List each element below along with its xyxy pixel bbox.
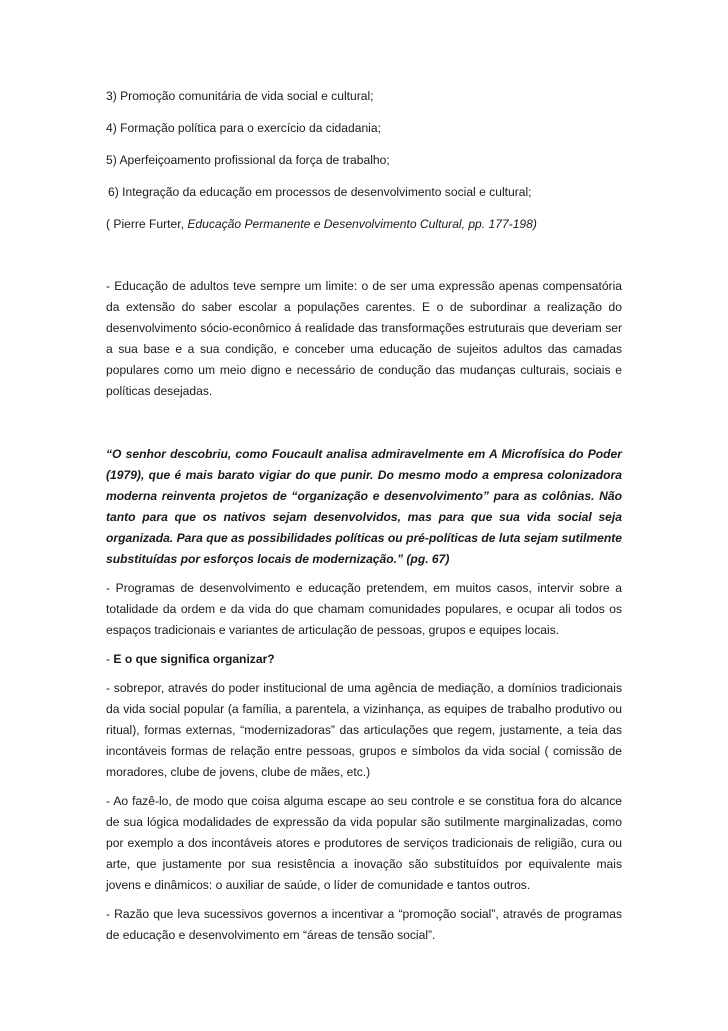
citation-prefix: ( Pierre Furter, xyxy=(106,217,188,231)
objectives-list xyxy=(106,86,622,203)
list-item-3: 3) Promoção comunitária de vida social e cultural; xyxy=(106,89,374,103)
paragraph-social-promotion: - Razão que leva sucessivos governos a incentivar a “promoção social”, através de programas de educação e desenvolvimento em “áreas de tensão social”. xyxy=(106,907,622,942)
list-item-4: 4) Formação política para o exercício da cidadania; xyxy=(106,121,381,135)
question-text: E o que significa organizar? xyxy=(113,652,275,666)
paragraph-adult-education: - Educação de adultos teve sempre um limite: o de ser uma expressão apenas compensatória da extensão do saber escolar a populações carentes. E o de subordinar a realização do desenvolvimento sócio-econômico á realidade das transformações estruturais que deveriam ser a sua base e a sua condição, e conceber uma educação de sujeitos adultos das camadas populares como um meio digno e necessário de condução das mudanças culturais, sociais e políticas desejadas. xyxy=(106,279,622,398)
list-item-5: 5) Aperfeiçoamento profissional da força de trabalho; xyxy=(106,153,390,167)
list-item-6: 6) Integração da educação em processos de desenvolvimento social e cultural; xyxy=(108,185,532,199)
document-page xyxy=(106,86,622,946)
question-heading xyxy=(106,649,622,670)
foucault-quote: “O senhor descobriu, como Foucault analisa admiravelmente em A Microfísica do Poder (1979), que é mais barato vigiar do que punir. Do mesmo modo a empresa colonizadora moderna reinventa projetos de “organização e desenvolvimento” para as colônias. Não tanto para que os nativos sejam desenvolvidos, mas para que sua vida social seja organizada. Para que as possibilidades políticas ou pré-políticas de luta sejam sutilmente substituídas por esforços locais de modernização.” (pg. 67) xyxy=(106,447,622,566)
paragraph-marginalization: - Ao fazê-lo, de modo que coisa alguma escape ao seu controle e se constitua fora do alcance de sua lógica modalidades de expressão da vida popular são sutilmente marginalizadas, como por exemplo a dos incontáveis atores e produtores de serviços tradicionais de religião, cura ou arte, que justamente por sua resistência a inovação são substituídos por equivalente mais jovens e dinâmicos: o auxiliar de saúde, o líder de comunidade e tantos outros. xyxy=(106,794,622,892)
paragraph-organize: - sobrepor, através do poder institucional de uma agência de mediação, a domínios tradicionais da vida social popular (a família, a parentela, a vizinhança, as equipes de trabalho produtivo ou ritual), formas externas, “modernizadoras” das articulações que regem, justamente, a teia das incontáveis formas de relação entre pessoas, grupos e símbolos da vida social ( comissão de moradores, clube de jovens, clube de mães, etc.) xyxy=(106,681,622,779)
question-prefix: - xyxy=(106,652,114,666)
citation xyxy=(106,214,622,235)
paragraph-programs: - Programas de desenvolvimento e educação pretendem, em muitos casos, intervir sobre a totalidade da ordem e da vida do que chamam comunidades populares, e ocupar ali todos os espaços tradicionais e variantes de articulação de pessoas, grupos e equipes locais. xyxy=(106,581,622,637)
citation-title: Educação Permanente e Desenvolvimento Cultural, pp. 177-198) xyxy=(187,217,537,231)
